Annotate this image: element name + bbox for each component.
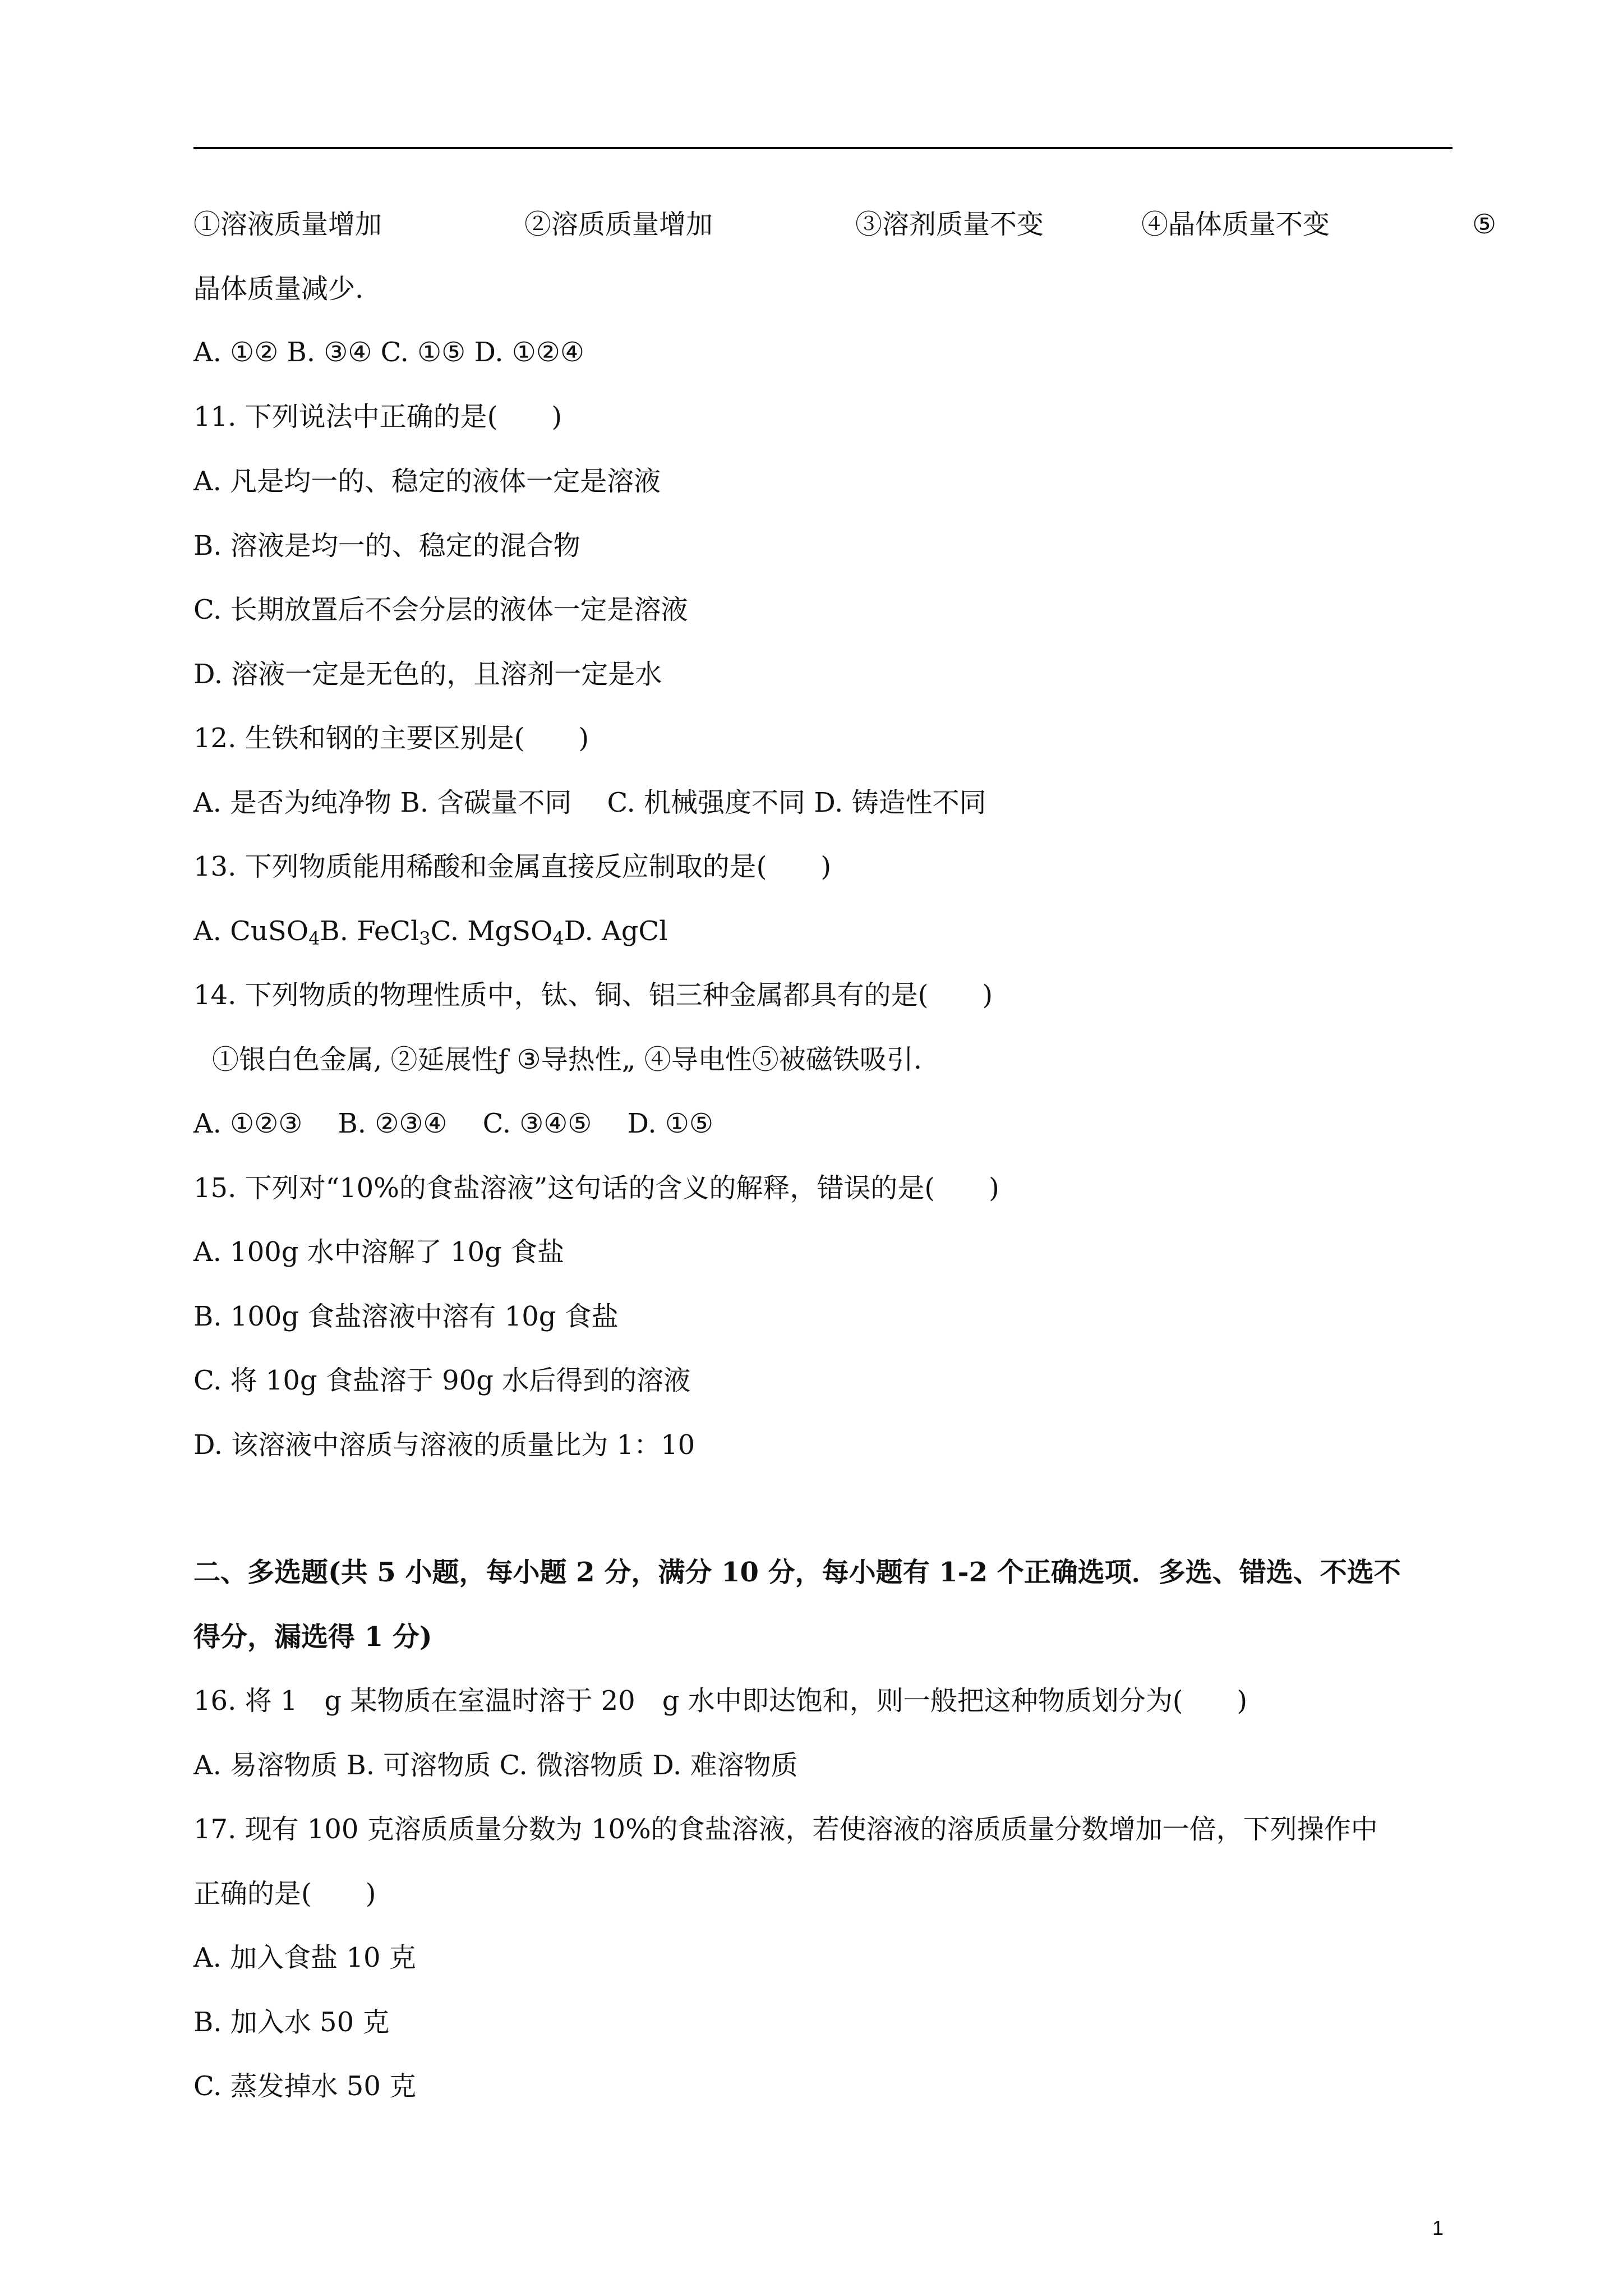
q14-stem: 14. 下列物质的物理性质中，钛、铜、铝三种金属都具有的是( ) — [193, 979, 993, 1011]
q16-options: A. 易溶物质 B. 可溶物质 C. 微溶物质 D. 难溶物质 — [193, 1750, 798, 1781]
q16-stem: 16. 将 1 g 某物质在室温时溶于 20 g 水中即达饱和，则一般把这种物质划分为( ) — [193, 1685, 1248, 1717]
q10-items-line — [193, 208, 1496, 241]
q13-option-b: B. FeCl$_3$ — [320, 915, 431, 949]
q15-option-b: B. 100g 食盐溶液中溶有 10g 食盐 — [193, 1301, 619, 1332]
q15-option-c: C. 将 10g 食盐溶于 90g 水后得到的溶液 — [193, 1365, 691, 1396]
q10-item-5-wrap: 晶体质量减少. — [193, 273, 364, 305]
q14-items: ①银白色金属, ②延展性ƒ ③导热性„ ④导电性⑤被磁铁吸引. — [212, 1044, 922, 1075]
q11-option-b: B. 溶液是均一的、稳定的混合物 — [193, 530, 580, 562]
q11-option-d: D. 溶液一定是无色的，且溶剂一定是水 — [193, 659, 662, 690]
q10-item-4: ④晶体质量不变 — [1141, 209, 1330, 240]
q10-options: A. ①② B. ③④ C. ①⑤ D. ①②④ — [193, 337, 584, 368]
q13-options — [193, 914, 668, 948]
q15-option-a: A. 100g 水中溶解了 10g 食盐 — [193, 1236, 565, 1268]
q17-option-b: B. 加入水 50 克 — [193, 2007, 390, 2038]
q13-option-a: A. CuSO$_4$ — [193, 915, 320, 949]
page-number: 1 — [1432, 2216, 1444, 2239]
q13-option-d: D. AgCl — [564, 915, 668, 947]
q11-option-c: C. 长期放置后不会分层的液体一定是溶液 — [193, 594, 688, 625]
q15-option-d: D. 该溶液中溶质与溶液的质量比为 1：10 — [193, 1429, 695, 1461]
q10-item-5: ⑤ — [1472, 209, 1497, 240]
section-2-heading-wrap: 得分，漏选得 1 分) — [193, 1621, 432, 1653]
q17-stem: 17. 现有 100 克溶质质量分数为 10%的食盐溶液，若使溶液的溶质质量分数增加一倍，下列操作中 — [193, 1814, 1378, 1845]
q10-item-3: ③溶剂质量不变 — [855, 209, 1044, 240]
q13-stem: 13. 下列物质能用稀酸和金属直接反应制取的是( ) — [193, 851, 832, 882]
q13-option-c: C. MgSO$_4$ — [430, 915, 564, 949]
q11-stem: 11. 下列说法中正确的是( ) — [193, 401, 562, 432]
q12-options: A. 是否为纯净物 B. 含碳量不同 C. 机械强度不同 D. 铸造性不同 — [193, 787, 986, 818]
section-2-heading: 二、多选题(共 5 小题，每小题 2 分，满分 10 分，每小题有 1-2 个正确选项．多选、错选、不选不 — [193, 1557, 1401, 1588]
q15-stem: 15. 下列对“10%的食盐溶液”这句话的含义的解释，错误的是( ) — [193, 1172, 999, 1204]
q12-stem: 12. 生铁和钢的主要区别是( ) — [193, 723, 589, 754]
q17-option-c: C. 蒸发掉水 50 克 — [193, 2070, 417, 2102]
q10-item-2: ②溶质质量增加 — [524, 209, 713, 240]
q10-item-1: ①溶液质量增加 — [193, 209, 382, 240]
q17-option-a: A. 加入食盐 10 克 — [193, 1942, 416, 1973]
q14-options: A. ①②③ B. ②③④ C. ③④⑤ D. ①⑤ — [193, 1108, 713, 1139]
header-rule — [193, 147, 1453, 149]
q11-option-a: A. 凡是均一的、稳定的液体一定是溶液 — [193, 466, 661, 497]
q17-stem-wrap: 正确的是( ) — [193, 1878, 376, 1910]
